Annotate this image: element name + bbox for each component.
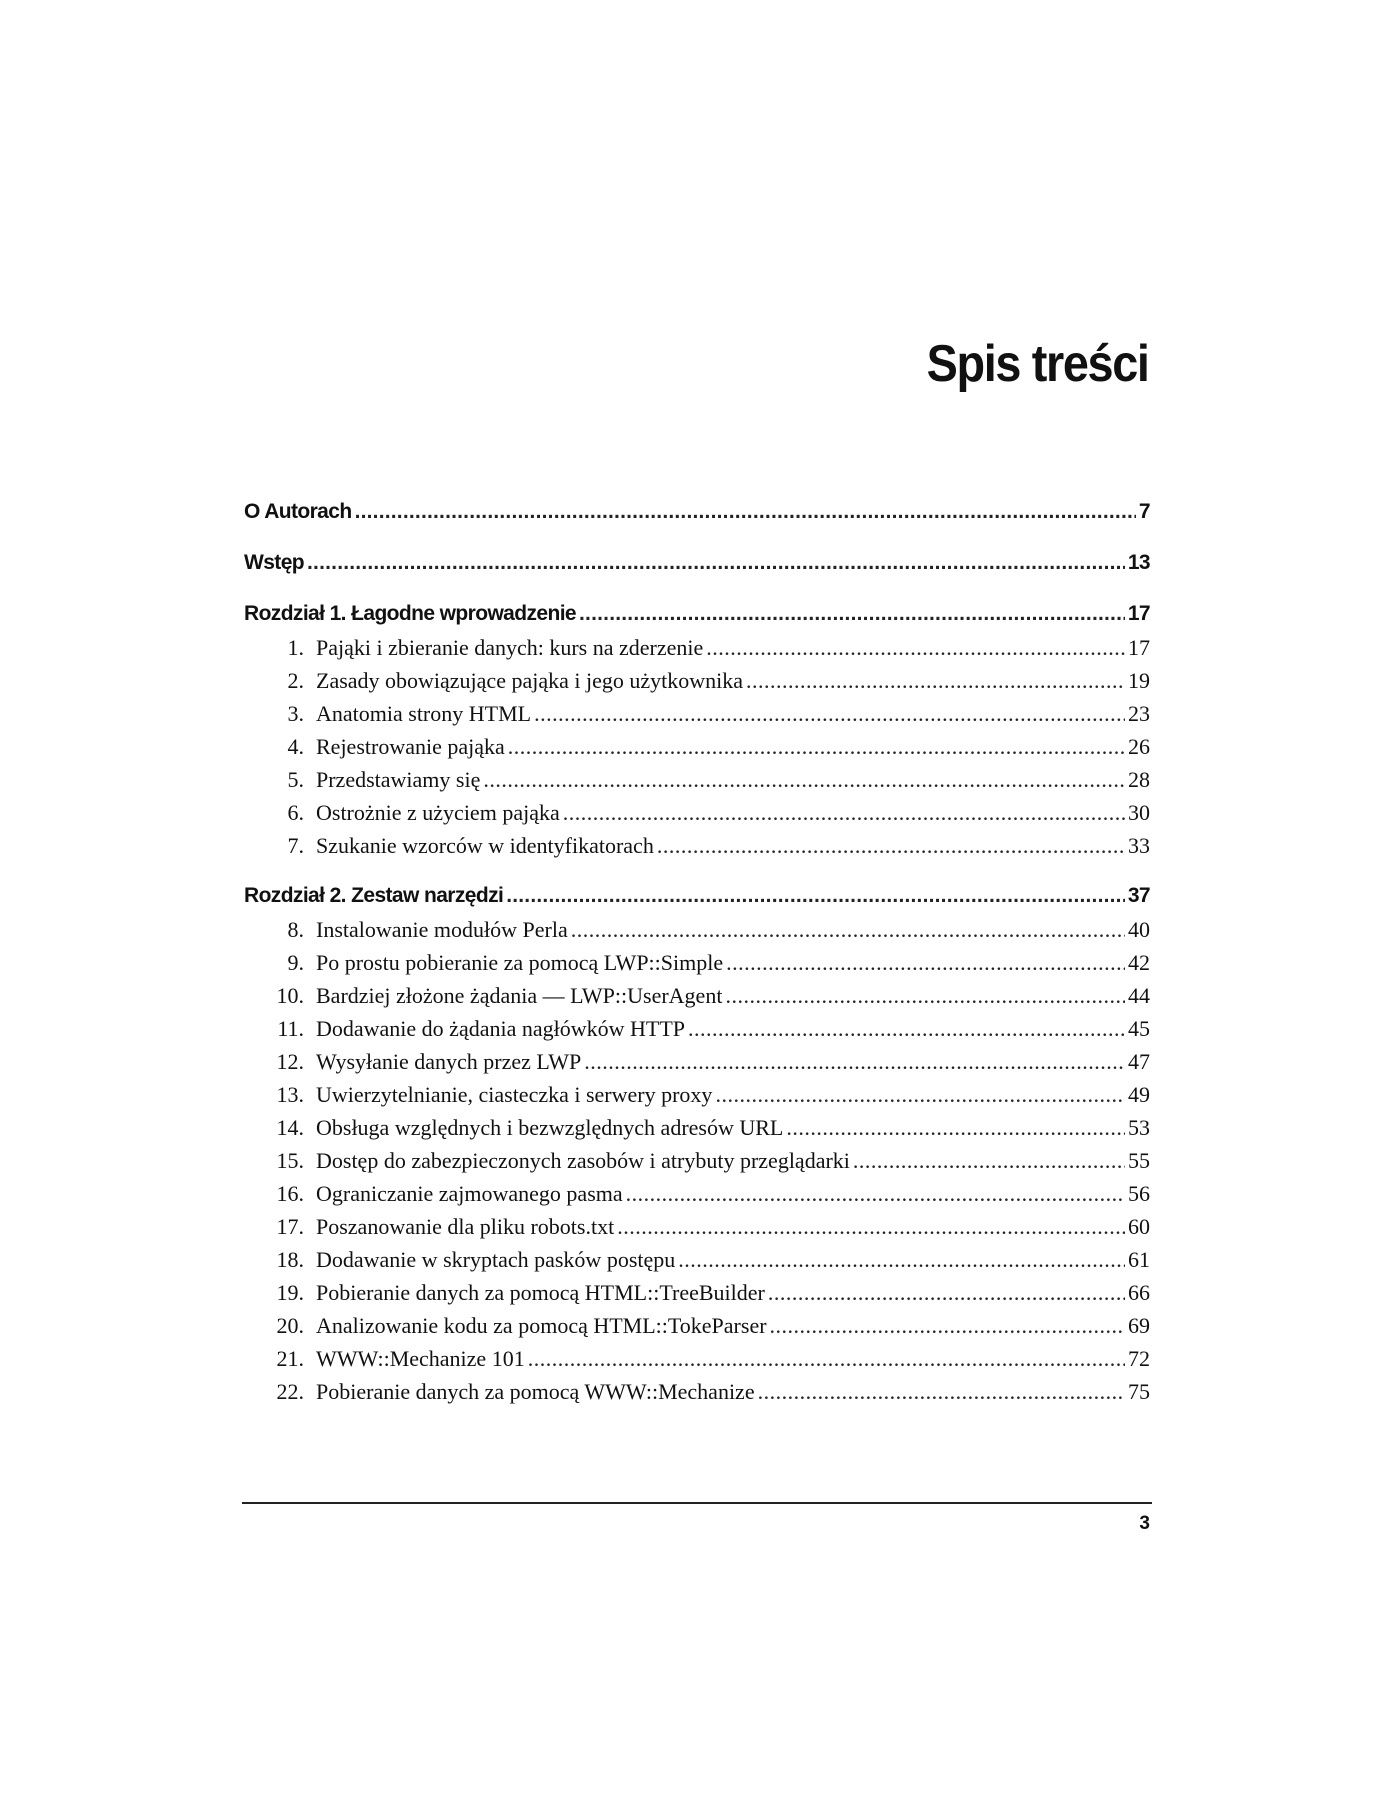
- toc-section-number: 17.: [276, 1214, 304, 1239]
- toc-section[interactable]: [244, 913, 1150, 946]
- toc-section-page: 23: [1128, 701, 1150, 726]
- toc-section-title: Rejestrowanie pająka: [316, 734, 505, 759]
- toc-entry-o-autorach[interactable]: [244, 494, 1150, 529]
- toc-section-page: 53: [1128, 1115, 1150, 1140]
- toc-section-page: 45: [1128, 1016, 1150, 1041]
- toc-section-page: 17: [1128, 635, 1150, 660]
- dot-leader: [307, 545, 1125, 580]
- toc-entry-wstep[interactable]: [244, 545, 1150, 580]
- toc-section-number: 4.: [287, 734, 304, 759]
- toc-section[interactable]: [244, 1243, 1150, 1276]
- dot-leader: [688, 1012, 1125, 1045]
- page-title: Spis treści: [927, 335, 1149, 393]
- footer-rule: [242, 1502, 1152, 1504]
- toc-section-title: Wysyłanie danych przez LWP: [316, 1049, 582, 1074]
- toc-section-number: 13.: [276, 1082, 304, 1107]
- toc-section-title: Dodawanie w skryptach pasków postępu: [316, 1247, 676, 1272]
- toc-chapter-title: Rozdział 2. Zestaw narzędzi: [244, 884, 504, 907]
- toc-section-page: 61: [1128, 1247, 1150, 1272]
- toc-section[interactable]: [244, 1045, 1150, 1078]
- toc-section-number: 16.: [276, 1181, 304, 1206]
- dot-leader: [626, 1177, 1125, 1210]
- dot-leader: [706, 631, 1125, 664]
- toc-section-title: Zasady obowiązujące pająka i jego użytkownika: [316, 668, 744, 693]
- toc-section-page: 72: [1128, 1346, 1150, 1371]
- toc-section-number: 2.: [287, 668, 304, 693]
- toc-chapter-page: 17: [1127, 602, 1150, 625]
- toc-chapter-title: Rozdział 1. Łagodne wprowadzenie: [244, 602, 577, 625]
- toc-section-title: Anatomia strony HTML: [316, 701, 532, 726]
- toc-entry-title: Wstęp: [244, 551, 305, 574]
- toc-section-page: 40: [1128, 917, 1150, 942]
- toc-entry-page: 7: [1138, 500, 1150, 523]
- dot-leader: [617, 1210, 1125, 1243]
- toc-section-number: 20.: [276, 1313, 304, 1338]
- toc-section-title: Pająki i zbieranie danych: kurs na zderzenie: [316, 635, 704, 660]
- toc-section[interactable]: [244, 1309, 1150, 1342]
- toc-section-number: 22.: [276, 1379, 304, 1404]
- toc-section-page: 49: [1128, 1082, 1150, 1107]
- toc-section[interactable]: [244, 763, 1150, 796]
- toc-section-page: 69: [1128, 1313, 1150, 1338]
- dot-leader: [571, 913, 1125, 946]
- dot-leader: [786, 1111, 1125, 1144]
- toc-section-title: Uwierzytelnianie, ciasteczka i serwery proxy: [316, 1082, 713, 1107]
- toc-section-page: 44: [1128, 983, 1150, 1008]
- toc-section-page: 26: [1128, 734, 1150, 759]
- dot-leader: [726, 946, 1125, 979]
- toc-section[interactable]: [244, 1177, 1150, 1210]
- toc-section-title: Dodawanie do żądania nagłówków HTTP: [316, 1016, 686, 1041]
- toc-section-page: 66: [1128, 1280, 1150, 1305]
- toc-section-title: WWW::Mechanize 101: [316, 1346, 525, 1371]
- toc-section-page: 75: [1128, 1379, 1150, 1404]
- dot-leader: [770, 1309, 1125, 1342]
- toc-section-number: 15.: [276, 1148, 304, 1173]
- toc-section-number: 7.: [287, 833, 304, 858]
- dot-leader: [506, 878, 1125, 913]
- toc-section[interactable]: [244, 631, 1150, 664]
- toc-chapter-1[interactable]: [244, 596, 1150, 631]
- toc-section[interactable]: [244, 1078, 1150, 1111]
- toc-section-number: 19.: [276, 1280, 304, 1305]
- dot-leader: [853, 1144, 1125, 1177]
- toc-entry-title: O Autorach: [244, 500, 352, 523]
- toc-section-title: Po prostu pobieranie za pomocą LWP::Simple: [316, 950, 724, 975]
- toc-section-number: 11.: [277, 1016, 304, 1041]
- toc-section[interactable]: [244, 979, 1150, 1012]
- toc-section[interactable]: [244, 730, 1150, 763]
- dot-leader: [579, 596, 1125, 631]
- dot-leader: [715, 1078, 1125, 1111]
- toc-section[interactable]: [244, 1144, 1150, 1177]
- toc-section-number: 12.: [276, 1049, 304, 1074]
- toc-section-page: 55: [1128, 1148, 1150, 1173]
- toc-section-number: 8.: [287, 917, 304, 942]
- dot-leader: [584, 1045, 1125, 1078]
- dot-leader: [725, 979, 1125, 1012]
- toc-section[interactable]: [244, 1111, 1150, 1144]
- toc-section[interactable]: [244, 1342, 1150, 1375]
- toc-section[interactable]: [244, 829, 1150, 862]
- toc-entry-page: 13: [1127, 551, 1150, 574]
- toc-section-number: 14.: [276, 1115, 304, 1140]
- dot-leader: [508, 730, 1125, 763]
- toc-section-title: Dostęp do zabezpieczonych zasobów i atrybuty przeglądarki: [316, 1148, 850, 1173]
- dot-leader: [528, 1342, 1125, 1375]
- toc-section-title: Poszanowanie dla pliku robots.txt: [316, 1214, 615, 1239]
- toc-section-title: Szukanie wzorców w identyfikatorach: [316, 833, 654, 858]
- toc-section[interactable]: [244, 1210, 1150, 1243]
- toc-section-title: Analizowanie kodu za pomocą HTML::TokeParser: [316, 1313, 767, 1338]
- toc-section-number: 5.: [287, 767, 304, 792]
- toc-section[interactable]: [244, 697, 1150, 730]
- toc-section-title: Przedstawiamy się: [316, 767, 481, 792]
- toc-section-number: 18.: [276, 1247, 304, 1272]
- toc-section[interactable]: [244, 664, 1150, 697]
- toc-section-title: Obsługa względnych i bezwzględnych adresów URL: [316, 1115, 784, 1140]
- toc-section-number: 1.: [287, 635, 304, 660]
- toc-section-number: 21.: [276, 1346, 304, 1371]
- toc-section-page: 47: [1128, 1049, 1150, 1074]
- dot-leader: [758, 1375, 1125, 1408]
- toc-section-number: 3.: [287, 701, 304, 726]
- toc-section-page: 33: [1128, 833, 1150, 858]
- toc-section-title: Ostrożnie z użyciem pająka: [316, 800, 560, 825]
- toc-section[interactable]: [244, 946, 1150, 979]
- toc-chapter-page: 37: [1127, 884, 1150, 907]
- toc-section-page: 19: [1128, 668, 1150, 693]
- toc-section-page: 60: [1128, 1214, 1150, 1239]
- toc-section[interactable]: [244, 796, 1150, 829]
- dot-leader: [483, 763, 1125, 796]
- dot-leader: [355, 494, 1136, 529]
- dot-leader: [657, 829, 1125, 862]
- toc-section-page: 56: [1128, 1181, 1150, 1206]
- toc-section-title: Pobieranie danych za pomocą WWW::Mechanize: [316, 1379, 755, 1404]
- table-of-contents: [244, 494, 1150, 1408]
- dot-leader: [746, 664, 1125, 697]
- toc-section-title: Bardziej złożone żądania — LWP::UserAgent: [316, 983, 723, 1008]
- dot-leader: [678, 1243, 1125, 1276]
- dot-leader: [534, 697, 1125, 730]
- toc-section[interactable]: [244, 1375, 1150, 1408]
- toc-chapter-2[interactable]: [244, 878, 1150, 913]
- dot-leader: [563, 796, 1125, 829]
- toc-section-number: 6.: [287, 800, 304, 825]
- toc-section-page: 30: [1128, 800, 1150, 825]
- toc-section-number: 10.: [276, 983, 304, 1008]
- toc-section-page: 28: [1128, 767, 1150, 792]
- toc-section-title: Instalowanie modułów Perla: [316, 917, 568, 942]
- toc-section-title: Ograniczanie zajmowanego pasma: [316, 1181, 623, 1206]
- toc-section-page: 42: [1128, 950, 1150, 975]
- toc-section-title: Pobieranie danych za pomocą HTML::TreeBuilder: [316, 1280, 765, 1305]
- dot-leader: [768, 1276, 1125, 1309]
- toc-section-number: 9.: [287, 950, 304, 975]
- page-number: 3: [1139, 1513, 1150, 1534]
- toc-section[interactable]: [244, 1276, 1150, 1309]
- toc-section[interactable]: [244, 1012, 1150, 1045]
